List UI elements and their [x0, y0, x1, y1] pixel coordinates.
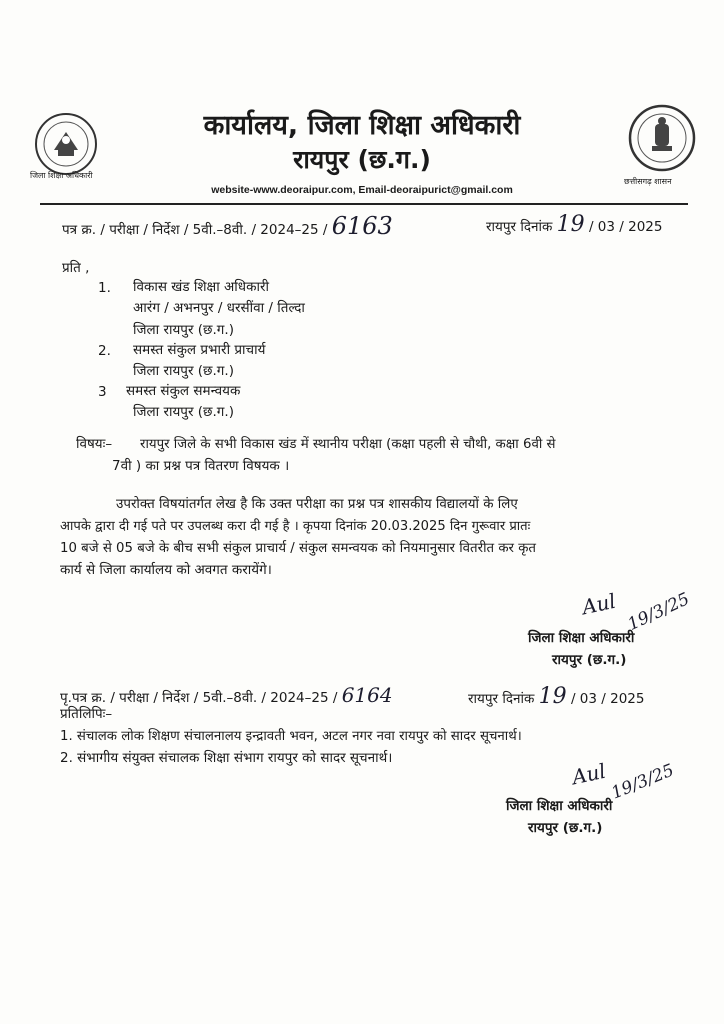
- recipient-1-number: 1.: [98, 280, 111, 296]
- right-logo-caption: छत्तीसगढ़ शासन: [624, 177, 672, 186]
- recipient-3-line: समस्त संकुल समन्वयक: [126, 383, 241, 399]
- letter-date-day: 19: [556, 212, 585, 237]
- header-divider: [40, 203, 688, 205]
- copy-ref-no: पृ.पत्र क्र. / परीक्षा / निर्देश / 5वी.–8वी. / 2024–25 /: [60, 690, 338, 706]
- signature-title: जिला शिक्षा अधिकारी: [528, 630, 635, 646]
- recipient-2-line: जिला रायपुर (छ.ग.): [133, 363, 234, 379]
- letter-date: [486, 212, 662, 237]
- left-logo-caption: जिला शिक्षा अधिकारी: [30, 171, 93, 180]
- subject-label: विषयः–: [76, 436, 113, 452]
- letter-date-rest: / 03 / 2025: [588, 219, 663, 235]
- recipient-3-line: जिला रायपुर (छ.ग.): [133, 404, 234, 420]
- recipient-1-line: जिला रायपुर (छ.ग.): [133, 322, 234, 338]
- copy-signature-date-handwritten: 19/3/25: [608, 760, 677, 804]
- body-line: 10 बजे से 05 बजे के बीच सभी संकुल प्राचार्य / संकुल समन्वयक को नियमानुसार वितरीत कर कृत: [60, 541, 536, 556]
- cc-item: 2. संभागीय संयुक्त संचालक शिक्षा संभाग रायपुर को सादर सूचनार्थ।: [60, 750, 393, 766]
- body-line: कार्य से जिला कार्यालय को अवगत करायेंगे।: [60, 562, 272, 578]
- to-label: प्रति ,: [62, 260, 90, 276]
- subject-line: 7वी ) का प्रश्न पत्र वितरण विषयक ।: [112, 458, 290, 474]
- body-line: आपके द्वारा दी गई पते पर उपलब्ध करा दी गई है । कृपया दिनांक 20.03.2025 दिन गुरूवार प्रातः: [60, 519, 531, 534]
- contact-line: website-www.deoraipur.com, Email-deoraipurict@gmail.com: [211, 184, 513, 196]
- recipient-2-line: समस्त संकुल प्रभारी प्राचार्य: [133, 342, 266, 358]
- recipient-1-line: विकास खंड शिक्षा अधिकारी: [133, 279, 269, 295]
- body-line: उपरोक्त विषयांतर्गत लेख है कि उक्त परीक्षा का प्रश्न पत्र शासकीय विद्यालयों के लिए: [116, 497, 518, 512]
- copy-ref-handwritten: 6164: [341, 683, 393, 707]
- office-title: कार्यालय, जिला शिक्षा अधिकारी: [203, 110, 521, 141]
- office-city: रायपुर (छ.ग.): [293, 145, 431, 174]
- cc-item: 1. संचालक लोक शिक्षण संचालनालय इन्द्रावती भवन, अटल नगर नवा रायपुर को सादर सूचनार्थ।: [60, 729, 522, 744]
- letter-reference: [62, 212, 393, 240]
- copy-date-day: 19: [538, 684, 567, 709]
- copy-signature-handwritten: Aul: [569, 758, 608, 790]
- letter-ref-no: पत्र क्र. / परीक्षा / निर्देश / 5वी.–8वी. / 2024–25 /: [62, 222, 328, 238]
- letter-ref-handwritten: 6163: [331, 212, 393, 240]
- recipient-3-number: 3: [98, 384, 107, 400]
- recipient-2-number: 2.: [98, 343, 111, 359]
- cc-label: प्रतिलिपिः–: [60, 706, 113, 722]
- signature-date-handwritten: 19/3/25: [624, 589, 693, 635]
- letter-date-label: रायपुर दिनांक: [486, 219, 553, 235]
- copy-signature-place: रायपुर (छ.ग.): [528, 820, 603, 836]
- copy-date-label: रायपुर दिनांक: [468, 691, 535, 707]
- copy-date: [468, 684, 644, 709]
- copy-date-rest: / 03 / 2025: [570, 691, 645, 707]
- recipient-1-line: आरंग / अभनपुर / धरसींवा / तिल्दा: [133, 300, 305, 316]
- signature-handwritten: Aul: [579, 588, 618, 620]
- subject-line: रायपुर जिले के सभी विकास खंड में स्थानीय परीक्षा (कक्षा पहली से चौथी, कक्षा 6वी से: [140, 437, 556, 452]
- signature-place: रायपुर (छ.ग.): [552, 652, 627, 668]
- copy-signature-title: जिला शिक्षा अधिकारी: [506, 798, 613, 814]
